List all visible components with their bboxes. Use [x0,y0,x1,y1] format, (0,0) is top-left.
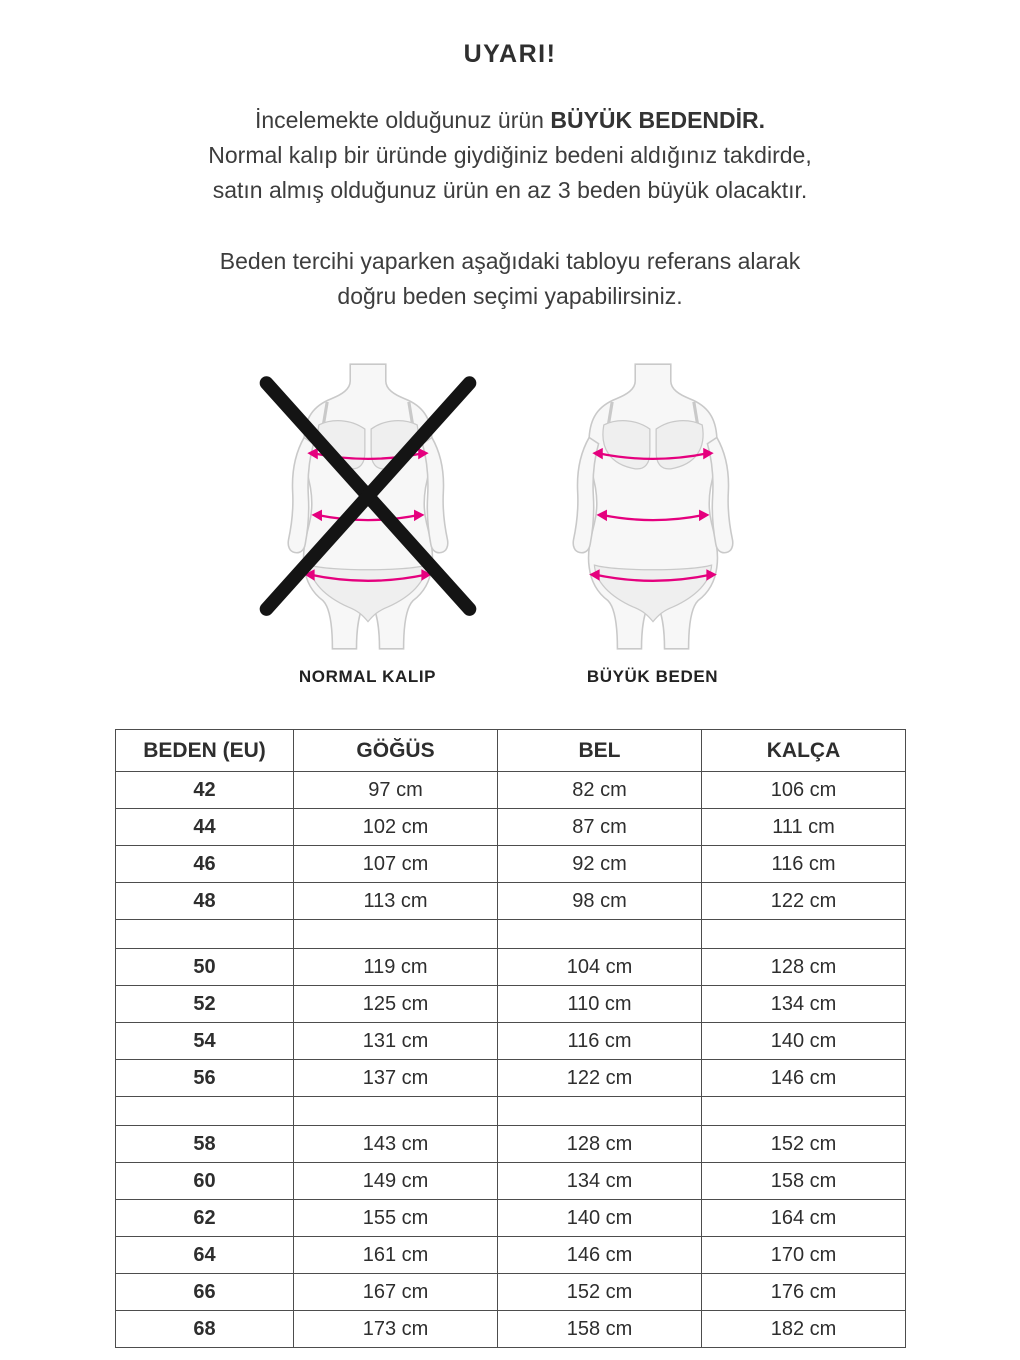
measurement-cell: 143 cm [294,1126,498,1163]
normal-fit-figure-illustration [258,360,478,653]
measurement-cell: 173 cm [294,1311,498,1348]
table-row [116,1126,906,1163]
plus-size-figure-block [540,360,765,687]
measurement-cell: 182 cm [702,1311,906,1348]
size-cell: 56 [116,1060,294,1097]
size-cell: 42 [116,772,294,809]
table-row [116,1060,906,1097]
size-cell: 66 [116,1274,294,1311]
measurement-cell: 128 cm [498,1126,702,1163]
measurement-cell: 137 cm [294,1060,498,1097]
instruction-line-1: Beden tercihi yaparken aşağıdaki tabloyu referans alarak [219,248,801,274]
size-table-wrap [115,729,905,1348]
warning-paragraph [0,103,1020,208]
measurement-cell: 155 cm [294,1200,498,1237]
table-spacer-row [116,920,906,949]
measurement-cell [498,1097,702,1126]
warning-title: UYARI! [463,40,557,68]
figures-row [0,360,1020,687]
instruction-paragraph [0,244,1020,314]
measurement-cell [294,1097,498,1126]
size-cell: 54 [116,1023,294,1060]
header-hip: KALÇA [702,730,906,772]
table-row [116,1163,906,1200]
header-bust: GÖĞÜS [294,730,498,772]
header-waist: BEL [498,730,702,772]
table-spacer-row [116,1097,906,1126]
measurement-cell: 92 cm [498,846,702,883]
size-cell [116,920,294,949]
normal-fit-figure-block [255,360,480,687]
measurement-cell: 119 cm [294,949,498,986]
measurement-cell: 134 cm [702,986,906,1023]
warning-line-3: satın almış olduğunuz ürün en az 3 beden büyük olacaktır. [212,177,808,203]
measurement-cell: 97 cm [294,772,498,809]
table-row [116,986,906,1023]
size-cell: 58 [116,1126,294,1163]
measurement-cell: 146 cm [498,1237,702,1274]
measurement-cell: 149 cm [294,1163,498,1200]
measurement-cell: 152 cm [702,1126,906,1163]
measurement-cell: 106 cm [702,772,906,809]
table-row [116,949,906,986]
size-cell: 44 [116,809,294,846]
measurement-cell: 146 cm [702,1060,906,1097]
measurement-cell: 98 cm [498,883,702,920]
size-cell: 60 [116,1163,294,1200]
measurement-cell: 111 cm [702,809,906,846]
measurement-cell [498,920,702,949]
size-cell: 62 [116,1200,294,1237]
measurement-cell: 125 cm [294,986,498,1023]
measurement-cell: 107 cm [294,846,498,883]
measurement-cell: 128 cm [702,949,906,986]
measurement-cell: 104 cm [498,949,702,986]
warning-line-1-text: İncelemekte olduğunuz ürün [254,107,551,133]
size-cell: 68 [116,1311,294,1348]
measurement-cell: 140 cm [498,1200,702,1237]
measurement-cell: 170 cm [702,1237,906,1274]
measurement-cell: 122 cm [702,883,906,920]
measurement-cell: 82 cm [498,772,702,809]
measurement-cell: 161 cm [294,1237,498,1274]
measurement-cell [294,920,498,949]
measurement-cell: 122 cm [498,1060,702,1097]
size-cell: 48 [116,883,294,920]
measurement-cell: 110 cm [498,986,702,1023]
instruction-line-2: doğru beden seçimi yapabilirsiniz. [337,283,683,309]
plus-size-label: BÜYÜK BEDEN [586,667,719,686]
warning-line-2: Normal kalıp bir üründe giydiğiniz bedeni aldığınız takdirde, [208,142,812,168]
size-table-body [116,772,906,1348]
measurement-cell: 164 cm [702,1200,906,1237]
measurement-cell: 134 cm [498,1163,702,1200]
measurement-cell: 131 cm [294,1023,498,1060]
table-row [116,883,906,920]
size-cell: 64 [116,1237,294,1274]
table-row [116,1237,906,1274]
size-table-header-row [116,730,906,772]
size-table [115,729,906,1348]
size-cell: 46 [116,846,294,883]
measurement-cell: 102 cm [294,809,498,846]
measurement-cell: 113 cm [294,883,498,920]
table-row [116,1274,906,1311]
normal-fit-label: NORMAL KALIP [298,667,437,686]
measurement-cell [702,920,906,949]
table-row [116,1200,906,1237]
table-row [116,809,906,846]
measurement-cell: 167 cm [294,1274,498,1311]
size-cell: 52 [116,986,294,1023]
warning-line-1-bold: BÜYÜK BEDENDİR. [550,107,766,133]
size-cell: 50 [116,949,294,986]
plus-size-figure-illustration [543,360,763,653]
measurement-cell: 87 cm [498,809,702,846]
table-row [116,1311,906,1348]
warning-line-1 [0,103,1020,138]
measurement-cell: 116 cm [498,1023,702,1060]
measurement-cell: 140 cm [702,1023,906,1060]
table-row [116,846,906,883]
measurement-cell: 176 cm [702,1274,906,1311]
header-size-eu: BEDEN (EU) [116,730,294,772]
table-row [116,1023,906,1060]
measurement-cell [702,1097,906,1126]
measurement-cell: 158 cm [498,1311,702,1348]
size-cell [116,1097,294,1126]
measurement-cell: 116 cm [702,846,906,883]
measurement-cell: 158 cm [702,1163,906,1200]
table-row [116,772,906,809]
measurement-cell: 152 cm [498,1274,702,1311]
